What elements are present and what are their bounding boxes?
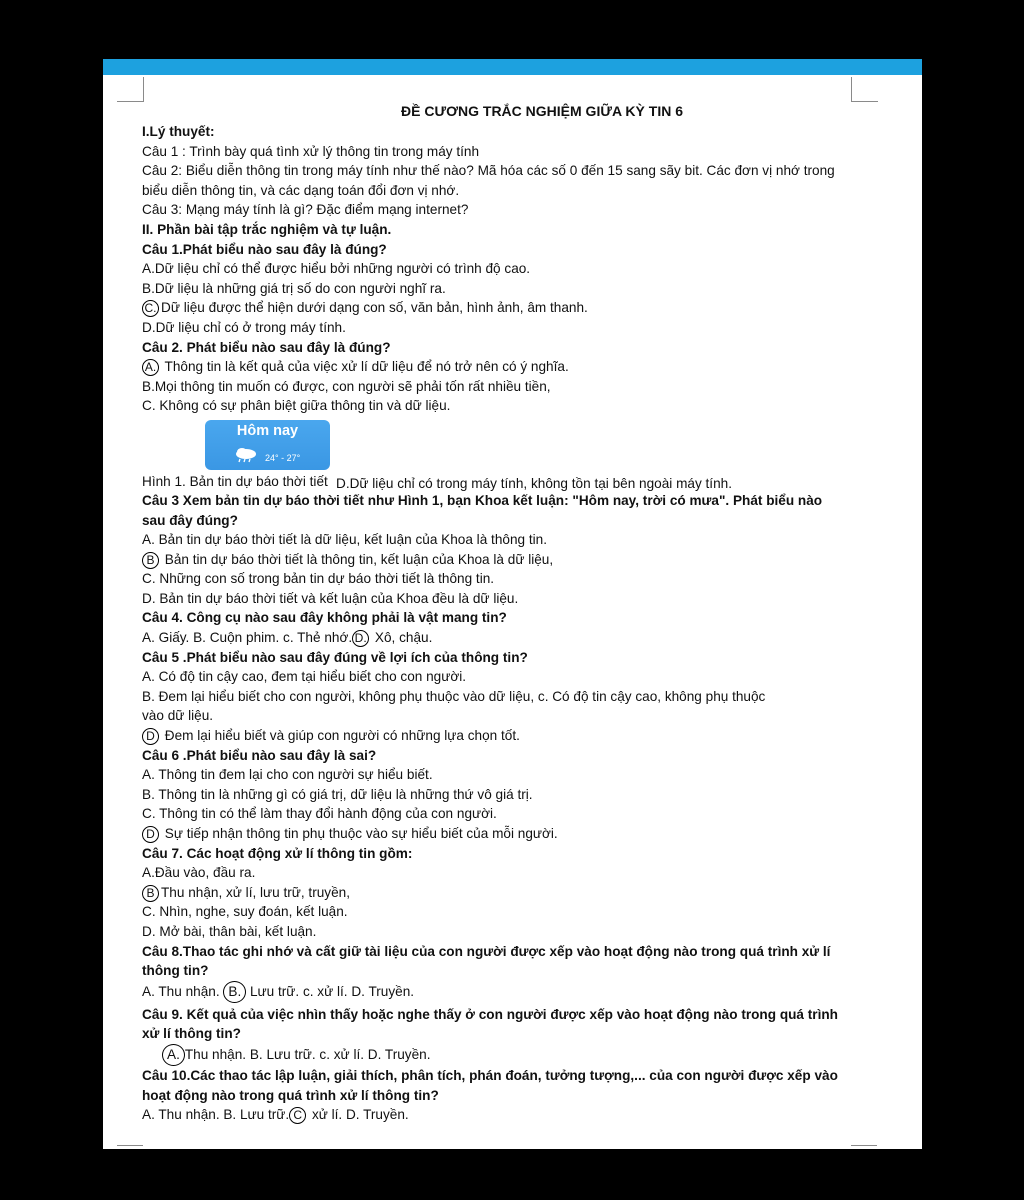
q8-options: A. Thu nhận. B. Lưu trữ. c. xử lí. D. Truyền. (142, 981, 842, 1003)
q9-options: A. Thu nhận. B. Lưu trữ. c. xử lí. D. Truyền. (142, 1044, 842, 1066)
question-5: Câu 5 .Phát biểu nào sau đây đúng về lợi ích của thông tin? (142, 649, 528, 665)
q5-option-a: A. Có độ tin cậy cao, đem tại hiểu biết cho con người. (142, 669, 467, 685)
answer-circle-mark: D (142, 728, 159, 745)
theory-heading: I.Lý thuyết: (142, 124, 215, 139)
answer-circle-mark: A. (162, 1044, 185, 1066)
question-2: Câu 2. Phát biểu nào sau đây là đúng? (142, 339, 391, 355)
weather-label: Hôm nay (236, 422, 299, 439)
figure-1 (142, 416, 842, 474)
weather-card (205, 420, 330, 470)
q7-option-d: D. Mở bài, thân bài, kết luận. (142, 923, 317, 939)
answer-circle-mark: B (142, 552, 159, 569)
figure-caption-row (142, 474, 842, 491)
q6-option-d: D Sự tiếp nhận thông tin phụ thuộc vào sự hiểu biết của mỗi người. (142, 824, 842, 844)
theory-question-1: Câu 1 : Trình bày quá tình xử lý thông tin trong máy tính (142, 143, 480, 159)
q6-option-a: A. Thông tin đem lại cho con người sự hiểu biết. (142, 767, 433, 783)
question-8: Câu 8.Thao tác ghi nhớ và cất giữ tài liệu của con người được xếp vào hoạt động nào trong quá trình xử lí thông tin? (142, 943, 831, 979)
q2-option-a: A. Thông tin là kết quả của việc xử lí dữ liệu để nó trở nên có ý nghĩa. (142, 357, 842, 377)
q5-option-b: B. Đem lại hiểu biết cho con người, không phụ thuộc vào dữ liệu, c. Có độ tin cậy cao, không phụ thuộc vào dữ liệu. (142, 688, 766, 724)
question-7: Câu 7. Các hoạt động xử lí thông tin gồm: (142, 845, 413, 861)
weather-temperature: 24° - 27° (265, 452, 301, 463)
q7-option-a: A.Đầu vào, đầu ra. (142, 865, 256, 881)
document-page (103, 59, 922, 1149)
answer-circle-mark: B. (223, 981, 246, 1003)
q10-options: A. Thu nhận. B. Lưu trữ. C xử lí. D. Truyền. (142, 1107, 409, 1123)
q5-option-d: D Đem lại hiểu biết và giúp con người có những lựa chọn tốt. (142, 726, 842, 746)
q7-option-b: B Thu nhận, xử lí, lưu trữ, truyền, (142, 883, 842, 903)
q7-option-c: C. Nhìn, nghe, suy đoán, kết luận. (142, 904, 348, 920)
q3-option-a: A. Bản tin dự báo thời tiết là dữ liệu, kết luận của Khoa là thông tin. (142, 532, 547, 548)
question-9: Câu 9. Kết quả của việc nhìn thấy hoặc nghe thấy ở con người được xếp vào hoạt động nào trong quá trình xử lí thông tin? (142, 1006, 838, 1042)
rain-cloud-icon (233, 447, 259, 469)
question-10: Câu 10.Các thao tác lập luận, giải thích, phân tích, phán đoán, tưởng tượng,... của con người được xếp vào hoạt động nào trong quá trình xử lí thông tin? (142, 1067, 838, 1103)
q3-option-b: B Bản tin dự báo thời tiết là thông tin, kết luận của Khoa là dữ liệu, (142, 550, 842, 570)
corner-mark-bottom-right (851, 1145, 877, 1149)
q4-options: A. Giấy. B. Cuộn phim. c. Thẻ nhớ. D. Xô, chậu. (142, 630, 433, 646)
corner-mark-top-right (851, 77, 878, 102)
part-2-heading: II. Phần bài tập trắc nghiệm và tự luận. (142, 221, 392, 237)
q6-option-c: C. Thông tin có thể làm thay đổi hành động của con người. (142, 806, 497, 822)
q1-option-d: D.Dữ liệu chỉ có ở trong máy tính. (142, 319, 346, 335)
answer-circle-mark: D (142, 826, 159, 843)
answer-circle-mark: B (142, 885, 159, 902)
q2-option-d: D.Dữ liệu chỉ có trong máy tính, không tồn tại bên ngoài máy tính. (336, 475, 732, 491)
question-6: Câu 6 .Phát biểu nào sau đây là sai? (142, 747, 377, 763)
q2-option-b: B.Mọi thông tin muốn có được, con người sẽ phải tốn rất nhiều tiền, (142, 378, 551, 394)
q1-option-c: C. Dữ liệu được thể hiện dưới dạng con số, văn bản, hình ảnh, âm thanh. (142, 298, 842, 318)
question-3: Câu 3 Xem bản tin dự báo thời tiết như Hình 1, bạn Khoa kết luận: "Hôm nay, trời có mưa". Phát biểu nào sau đây đúng? (142, 492, 823, 528)
corner-mark-top-left (117, 77, 144, 102)
q6-option-b: B. Thông tin là những gì có giá trị, dữ liệu là những thứ vô giá trị. (142, 786, 533, 802)
q3-option-c: C. Những con số trong bản tin dự báo thời tiết là thông tin. (142, 571, 495, 587)
corner-mark-bottom-left (117, 1145, 143, 1149)
question-4: Câu 4. Công cụ nào sau đây không phải là vật mang tin? (142, 610, 507, 626)
q1-option-a: A.Dữ liệu chỉ có thể được hiểu bởi những người có trình độ cao. (142, 261, 531, 277)
answer-circle-mark: C. (142, 300, 159, 317)
answer-circle-mark: A. (142, 359, 159, 376)
q2-option-c: C. Không có sự phân biệt giữa thông tin và dữ liệu. (142, 398, 451, 414)
page-title: ĐỀ CƯƠNG TRẮC NGHIỆM GIỮA KỲ TIN 6 (401, 103, 683, 119)
figure-caption: Hình 1. Bản tin dự báo thời tiết (142, 473, 328, 489)
question-1: Câu 1.Phát biểu nào sau đây là đúng? (142, 241, 387, 257)
top-accent-bar (103, 59, 922, 75)
document-content (142, 100, 842, 1125)
answer-circle-mark: C (289, 1107, 306, 1124)
theory-question-2: Câu 2: Biểu diễn thông tin trong máy tính như thế nào? Mã hóa các số 0 đến 15 sang sãy bit. Các đơn vị nhớ trong biểu diễn thông tin, và các dạng toán đổi đơn vị nhớ. (142, 163, 835, 198)
q1-option-b: B.Dữ liệu là những giá trị số do con người nghĩ ra. (142, 280, 446, 296)
q3-option-d: D. Bản tin dự báo thời tiết và kết luận của Khoa đều là dữ liệu. (142, 590, 519, 606)
theory-question-3: Câu 3: Mạng máy tính là gì? Đặc điểm mạng internet? (142, 202, 469, 218)
answer-circle-mark: D. (352, 630, 369, 647)
